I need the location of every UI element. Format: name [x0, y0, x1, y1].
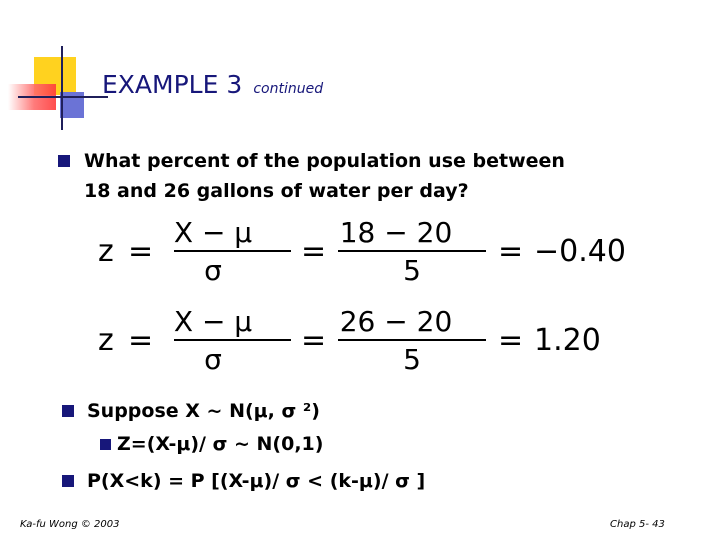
equation-result: −0.40	[534, 234, 626, 269]
slide-title-block	[102, 70, 323, 99]
vertical-decor-line	[61, 46, 63, 130]
equals-sign: =	[301, 323, 327, 358]
question-line-1: What percent of the population use between	[84, 150, 565, 172]
fraction-denominator: 5	[403, 343, 421, 375]
footer-credit: Ka-fu Wong © 2003	[20, 519, 120, 530]
equals-sign: =	[128, 234, 154, 269]
slide-title: EXAMPLE 3	[102, 70, 243, 99]
z-equation-2	[96, 305, 656, 375]
horizontal-decor-line	[18, 96, 108, 98]
fraction-numerator: 18 − 20	[339, 216, 453, 249]
bullet-square-icon	[62, 475, 74, 487]
equals-sign: =	[128, 323, 154, 358]
equals-sign: =	[301, 234, 327, 269]
equation-lhs: z	[98, 323, 114, 358]
slide-subtitle: continued	[253, 81, 324, 97]
equals-sign: =	[498, 323, 524, 358]
footer-page-number: Chap 5- 43	[610, 519, 665, 530]
equation-result: 1.20	[534, 323, 601, 358]
equation-lhs: z	[98, 234, 114, 269]
bullet-standardize: Z=(X-μ)/ σ ~ N(0,1)	[117, 433, 324, 455]
bullet-square-icon	[62, 405, 74, 417]
fraction-numerator: X − μ	[173, 305, 253, 338]
equals-sign: =	[498, 234, 524, 269]
bullet-square-icon	[58, 155, 70, 167]
fraction-denominator: σ	[204, 343, 222, 375]
bullet-probability: P(X<k) = P [(X-μ)/ σ < (k-μ)/ σ ]	[87, 470, 426, 492]
fraction-numerator: 26 − 20	[339, 305, 453, 338]
fraction-denominator: σ	[204, 254, 222, 286]
fraction-denominator: 5	[403, 254, 421, 286]
bullet-square-icon	[100, 439, 111, 450]
fraction-numerator: X − μ	[173, 216, 253, 249]
z-equation-1	[96, 216, 656, 286]
bullet-suppose: Suppose X ~ N(μ, σ ²)	[87, 400, 320, 422]
question-line-2: 18 and 26 gallons of water per day?	[84, 180, 469, 202]
